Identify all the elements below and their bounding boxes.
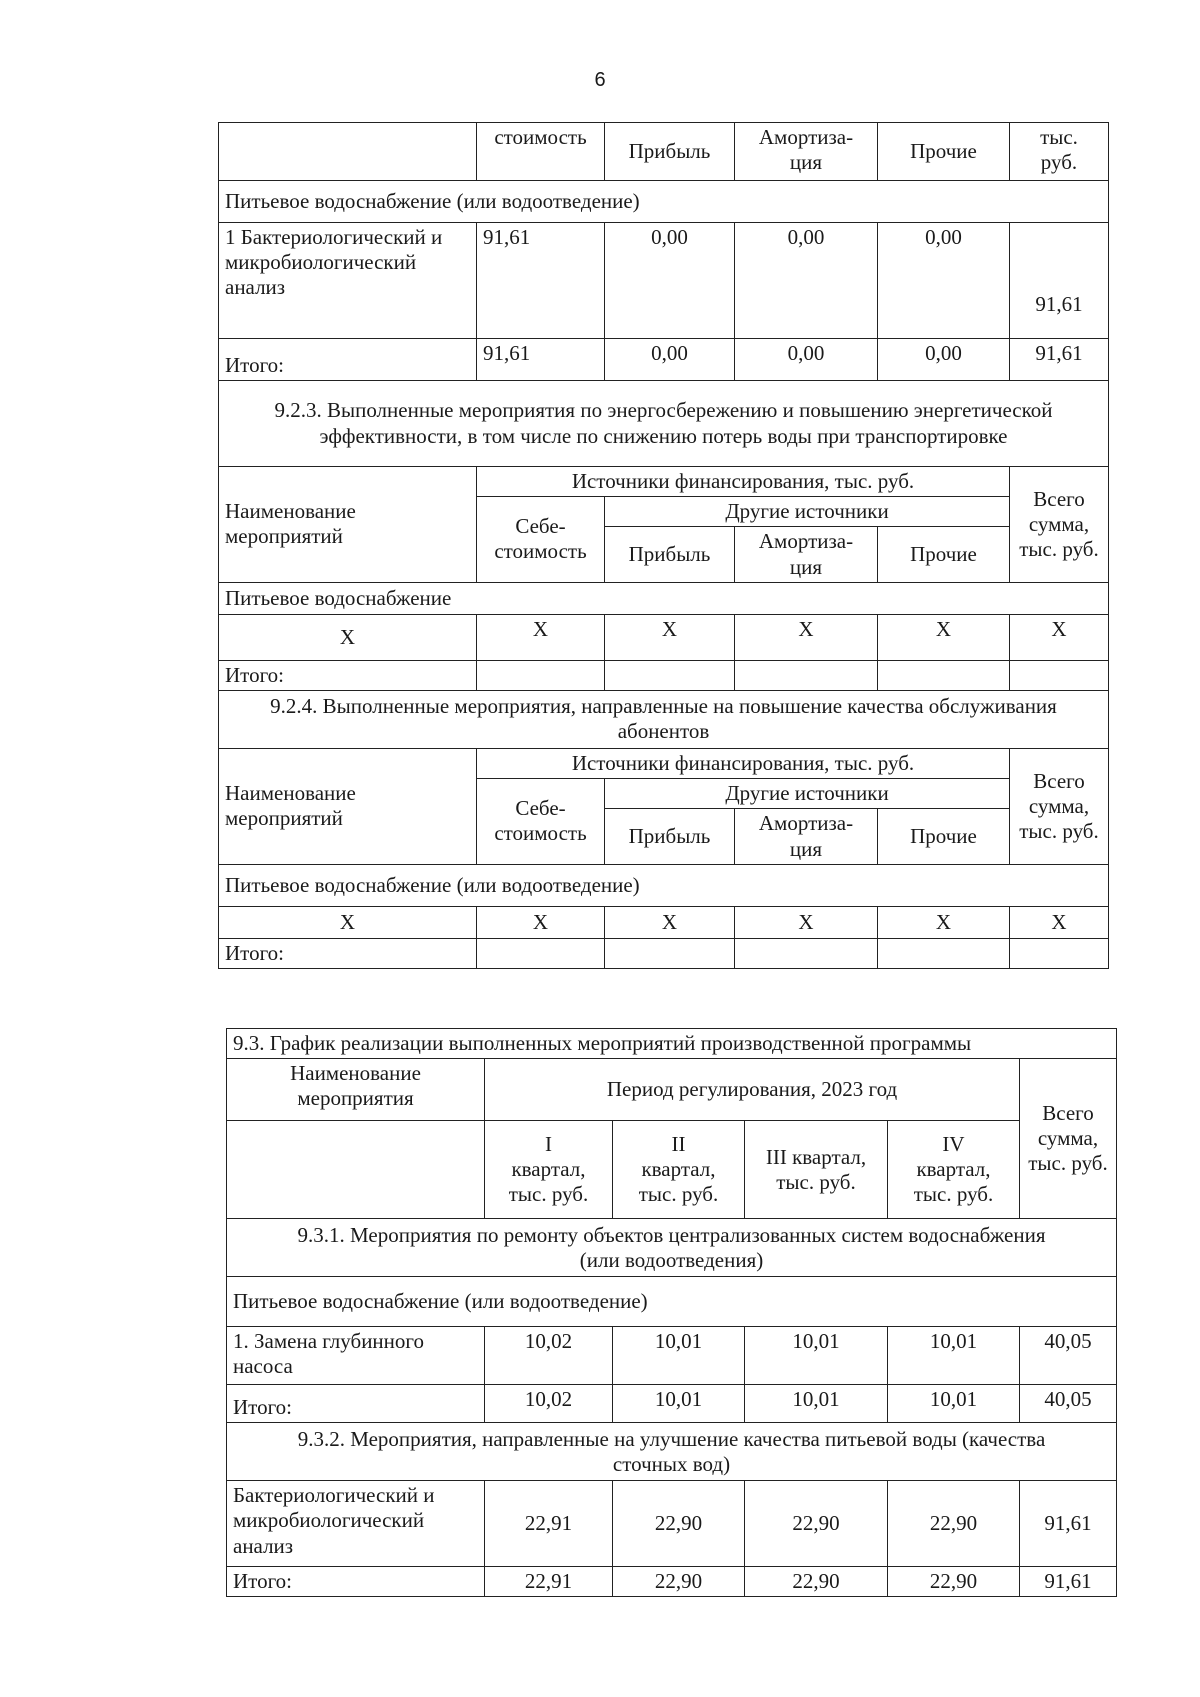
col-header-other: Прочие <box>878 123 1010 181</box>
x-cell: Х <box>735 906 878 938</box>
total-row <box>227 1567 1117 1597</box>
col-header-cost: Себе- стоимость <box>477 497 605 583</box>
row-name: Бактериологический и микробиологический анализ <box>227 1481 485 1567</box>
total-q1: 22,91 <box>485 1567 613 1597</box>
row-total: 91,61 <box>1020 1481 1117 1567</box>
total-row <box>219 660 1109 690</box>
table-row <box>219 223 1109 339</box>
col-header-cost: стоимость <box>477 123 605 181</box>
row-q1: 22,91 <box>485 1481 613 1567</box>
section-label: Питьевое водоснабжение <box>219 582 1109 614</box>
section-title-9-2-3: 9.2.3. Выполненные мероприятия по энергосбережению и повышению энергетической эффективности, в том числе по снижению потерь воды при транспортировке <box>219 381 1109 467</box>
col-header-q1: I квартал, тыс. руб. <box>485 1121 613 1219</box>
row-total: 40,05 <box>1020 1327 1117 1385</box>
x-cell: Х <box>477 614 605 660</box>
total-other: 0,00 <box>878 339 1010 381</box>
col-header-q4: IV квартал, тыс. руб. <box>888 1121 1020 1219</box>
col-header-profit: Прибыль <box>605 809 735 864</box>
table-row <box>227 1327 1117 1385</box>
empty-cell <box>735 660 878 690</box>
total-label: Итого: <box>219 660 477 690</box>
x-cell: Х <box>735 614 878 660</box>
total-q4: 22,90 <box>888 1567 1020 1597</box>
col-header-total: Всего сумма, тыс. руб. <box>1010 467 1109 583</box>
x-cell: Х <box>219 906 477 938</box>
row-profit: 0,00 <box>605 223 735 339</box>
total-q1: 10,02 <box>485 1385 613 1423</box>
x-cell: Х <box>1010 614 1109 660</box>
col-header-misc: Прочие <box>878 809 1010 864</box>
empty-cell <box>878 938 1010 968</box>
total-q3: 10,01 <box>745 1385 888 1423</box>
blank-cell <box>227 1121 485 1219</box>
row-q2: 10,01 <box>613 1327 745 1385</box>
col-header-amortization: Амортиза- ция <box>735 123 878 181</box>
section-title-9-2-4: 9.2.4. Выполненные мероприятия, направленные на повышение качества обслуживания абонентов <box>219 690 1109 748</box>
section-title-9-3: 9.3. График реализации выполненных мероприятий производственной программы <box>227 1029 1117 1059</box>
total-label: Итого: <box>227 1567 485 1597</box>
row-q1: 10,02 <box>485 1327 613 1385</box>
continued-header-row <box>219 123 1109 181</box>
section-title-row <box>219 381 1109 467</box>
col-header-name: Наименование мероприятий <box>219 467 477 583</box>
section-title-row <box>227 1029 1117 1059</box>
total-q4: 10,01 <box>888 1385 1020 1423</box>
row-cost: 91,61 <box>477 223 605 339</box>
header-row <box>219 748 1109 778</box>
total-profit: 0,00 <box>605 339 735 381</box>
section-label: Питьевое водоснабжение (или водоотведение) <box>219 864 1109 906</box>
col-header-period: Период регулирования, 2023 год <box>485 1059 1020 1121</box>
col-header-name: Наименование мероприятий <box>219 748 477 864</box>
col-header-amortization: Амортиза- ция <box>735 809 878 864</box>
total-row <box>219 938 1109 968</box>
section-label: Питьевое водоснабжение (или водоотведение) <box>227 1277 1117 1327</box>
col-header-funding: Источники финансирования, тыс. руб. <box>477 748 1010 778</box>
col-header-funding: Источники финансирования, тыс. руб. <box>477 467 1010 497</box>
row-other: 0,00 <box>878 223 1010 339</box>
section-row <box>219 181 1109 223</box>
col-header-amortization: Амортиза- ция <box>735 527 878 582</box>
empty-cell <box>1010 938 1109 968</box>
section-row <box>227 1277 1117 1327</box>
row-name: 1 Бактериологический и микробиологический анализ <box>219 223 477 339</box>
section-row <box>219 864 1109 906</box>
total-amortization: 0,00 <box>735 339 878 381</box>
section-title-row <box>227 1423 1117 1481</box>
col-header-cost: Себе- стоимость <box>477 779 605 865</box>
x-cell: Х <box>878 906 1010 938</box>
total-label: Итого: <box>227 1385 485 1423</box>
header-row <box>227 1121 1117 1219</box>
x-cell: Х <box>219 614 477 660</box>
x-cell: Х <box>1010 906 1109 938</box>
x-cell: Х <box>605 614 735 660</box>
blank-cell <box>219 123 477 181</box>
row-amortization: 0,00 <box>735 223 878 339</box>
x-cell: Х <box>477 906 605 938</box>
col-header-other-sources: Другие источники <box>605 497 1010 527</box>
empty-cell <box>735 938 878 968</box>
col-header-misc: Прочие <box>878 527 1010 582</box>
col-header-total: тыс. руб. <box>1010 123 1109 181</box>
empty-cell <box>605 938 735 968</box>
row-q3: 22,90 <box>745 1481 888 1567</box>
section-title-row <box>227 1219 1117 1277</box>
table-row <box>227 1481 1117 1567</box>
funding-table <box>218 122 1109 969</box>
total-cost: 91,61 <box>477 339 605 381</box>
empty-cell <box>477 938 605 968</box>
empty-cell <box>605 660 735 690</box>
empty-cell <box>1010 660 1109 690</box>
total-label: Итого: <box>219 339 477 381</box>
x-cell: Х <box>878 614 1010 660</box>
col-header-profit: Прибыль <box>605 123 735 181</box>
header-row <box>219 467 1109 497</box>
page-number: 6 <box>594 69 606 91</box>
total-row <box>227 1385 1117 1423</box>
total-q2: 22,90 <box>613 1567 745 1597</box>
header-row <box>227 1059 1117 1121</box>
section-label: Питьевое водоснабжение (или водоотведение) <box>219 181 1109 223</box>
empty-cell <box>878 660 1010 690</box>
row-q4: 22,90 <box>888 1481 1020 1567</box>
row-q3: 10,01 <box>745 1327 888 1385</box>
col-header-profit: Прибыль <box>605 527 735 582</box>
schedule-table <box>226 1028 1117 1597</box>
total-sum: 40,05 <box>1020 1385 1117 1423</box>
row-total: 91,61 <box>1010 223 1109 339</box>
total-sum: 91,61 <box>1010 339 1109 381</box>
section-row <box>219 582 1109 614</box>
total-sum: 91,61 <box>1020 1567 1117 1597</box>
total-row <box>219 339 1109 381</box>
section-title-row <box>219 690 1109 748</box>
row-name: 1. Замена глубинного насоса <box>227 1327 485 1385</box>
total-label: Итого: <box>219 938 477 968</box>
empty-cell <box>477 660 605 690</box>
col-header-q2: II квартал, тыс. руб. <box>613 1121 745 1219</box>
total-q3: 22,90 <box>745 1567 888 1597</box>
col-header-other-sources: Другие источники <box>605 779 1010 809</box>
total-q2: 10,01 <box>613 1385 745 1423</box>
col-header-total: Всего сумма, тыс. руб. <box>1020 1059 1117 1219</box>
col-header-q3: III квартал, тыс. руб. <box>745 1121 888 1219</box>
section-title-9-3-1: 9.3.1. Мероприятия по ремонту объектов централизованных систем водоснабжения (или водоотведения) <box>227 1219 1117 1277</box>
row-q2: 22,90 <box>613 1481 745 1567</box>
row-q4: 10,01 <box>888 1327 1020 1385</box>
col-header-total: Всего сумма, тыс. руб. <box>1010 748 1109 864</box>
col-header-name: Наименование мероприятия <box>227 1059 485 1121</box>
x-cell: Х <box>605 906 735 938</box>
table-row <box>219 906 1109 938</box>
table-row <box>219 614 1109 660</box>
section-title-9-3-2: 9.3.2. Мероприятия, направленные на улучшение качества питьевой воды (качества сточных вод) <box>227 1423 1117 1481</box>
